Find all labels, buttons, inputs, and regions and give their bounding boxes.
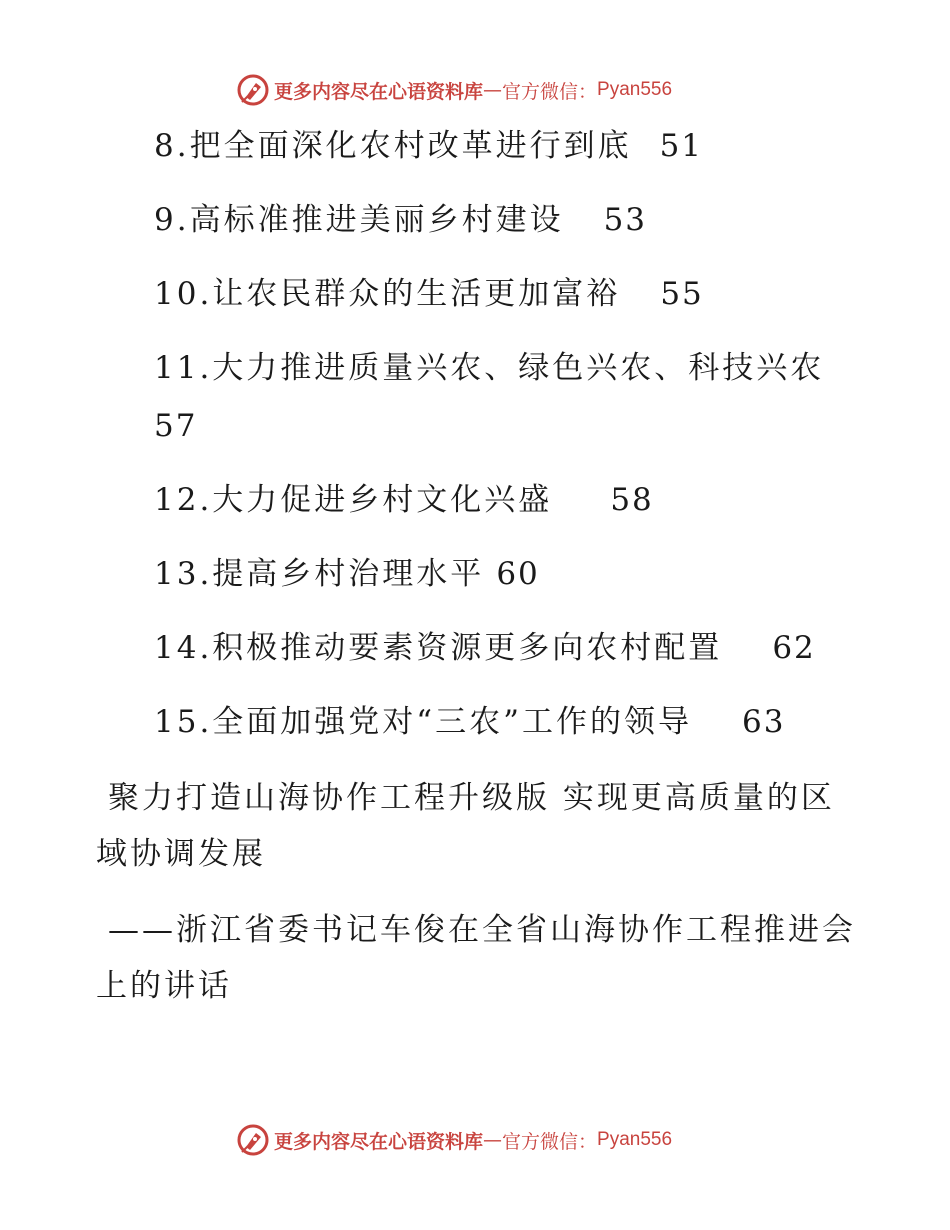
- watermark-site-text: 更多内容尽在心语资料库: [274, 80, 484, 103]
- watermark-wechat-label: 官方微信：: [502, 80, 598, 103]
- toc-item-title: 11.大力推进质量兴农、绿色兴农、科技兴农: [154, 350, 825, 386]
- watermark-header: [236, 72, 672, 108]
- watermark-wechat-id: Pyan556: [597, 1129, 673, 1150]
- toc-item-page: 55: [660, 276, 704, 312]
- toc-item: [154, 554, 540, 594]
- watermark-wechat-label: 官方微信：: [502, 1130, 598, 1153]
- toc-item-title: 9.高标准推进美丽乡村建设: [154, 202, 564, 238]
- toc-item-title: 14.积极推动要素资源更多向农村配置: [154, 630, 723, 666]
- toc-item-title: 12.大力促进乡村文化兴盛: [154, 482, 553, 518]
- article-subtitle: ——浙江省委书记车俊在全省山海协作工程推进会上的讲话: [96, 912, 856, 1004]
- toc-item-page: 53: [603, 202, 648, 238]
- toc-item-title: 8.把全面深化农村改革进行到底: [154, 128, 632, 164]
- toc-item: [154, 480, 654, 520]
- toc-item-title: 15.全面加强党对“三农”工作的领导: [154, 704, 692, 740]
- watermark-separator: —: [483, 1129, 503, 1151]
- toc-item: [154, 702, 785, 742]
- toc-item-page: 62: [772, 630, 816, 666]
- watermark-site-text: 更多内容尽在心语资料库: [274, 1130, 484, 1153]
- toc-item: [154, 126, 703, 166]
- toc-item-page: 63: [742, 704, 786, 740]
- watermark-footer: [236, 1122, 672, 1158]
- pen-nib-logo-icon: [236, 73, 270, 107]
- toc-item-title: 13.提高乡村治理水平: [154, 556, 485, 592]
- toc-item: [154, 348, 834, 446]
- toc-item-page: 57: [154, 408, 198, 444]
- watermark-wechat-id: Pyan556: [597, 79, 673, 100]
- toc-item-page: 60: [496, 556, 540, 592]
- toc-item-title: 10.让农民群众的生活更加富裕: [154, 276, 621, 312]
- article-title: 聚力打造山海协作工程升级版 实现更高质量的区域协调发展: [96, 780, 835, 872]
- toc-item-page: 51: [659, 128, 704, 164]
- toc-item: [154, 200, 647, 240]
- toc-item-page: 58: [610, 482, 654, 518]
- toc-item: [154, 628, 816, 668]
- watermark-separator: —: [483, 79, 503, 101]
- pen-nib-logo-icon: [236, 1123, 270, 1157]
- toc-item: [154, 274, 704, 314]
